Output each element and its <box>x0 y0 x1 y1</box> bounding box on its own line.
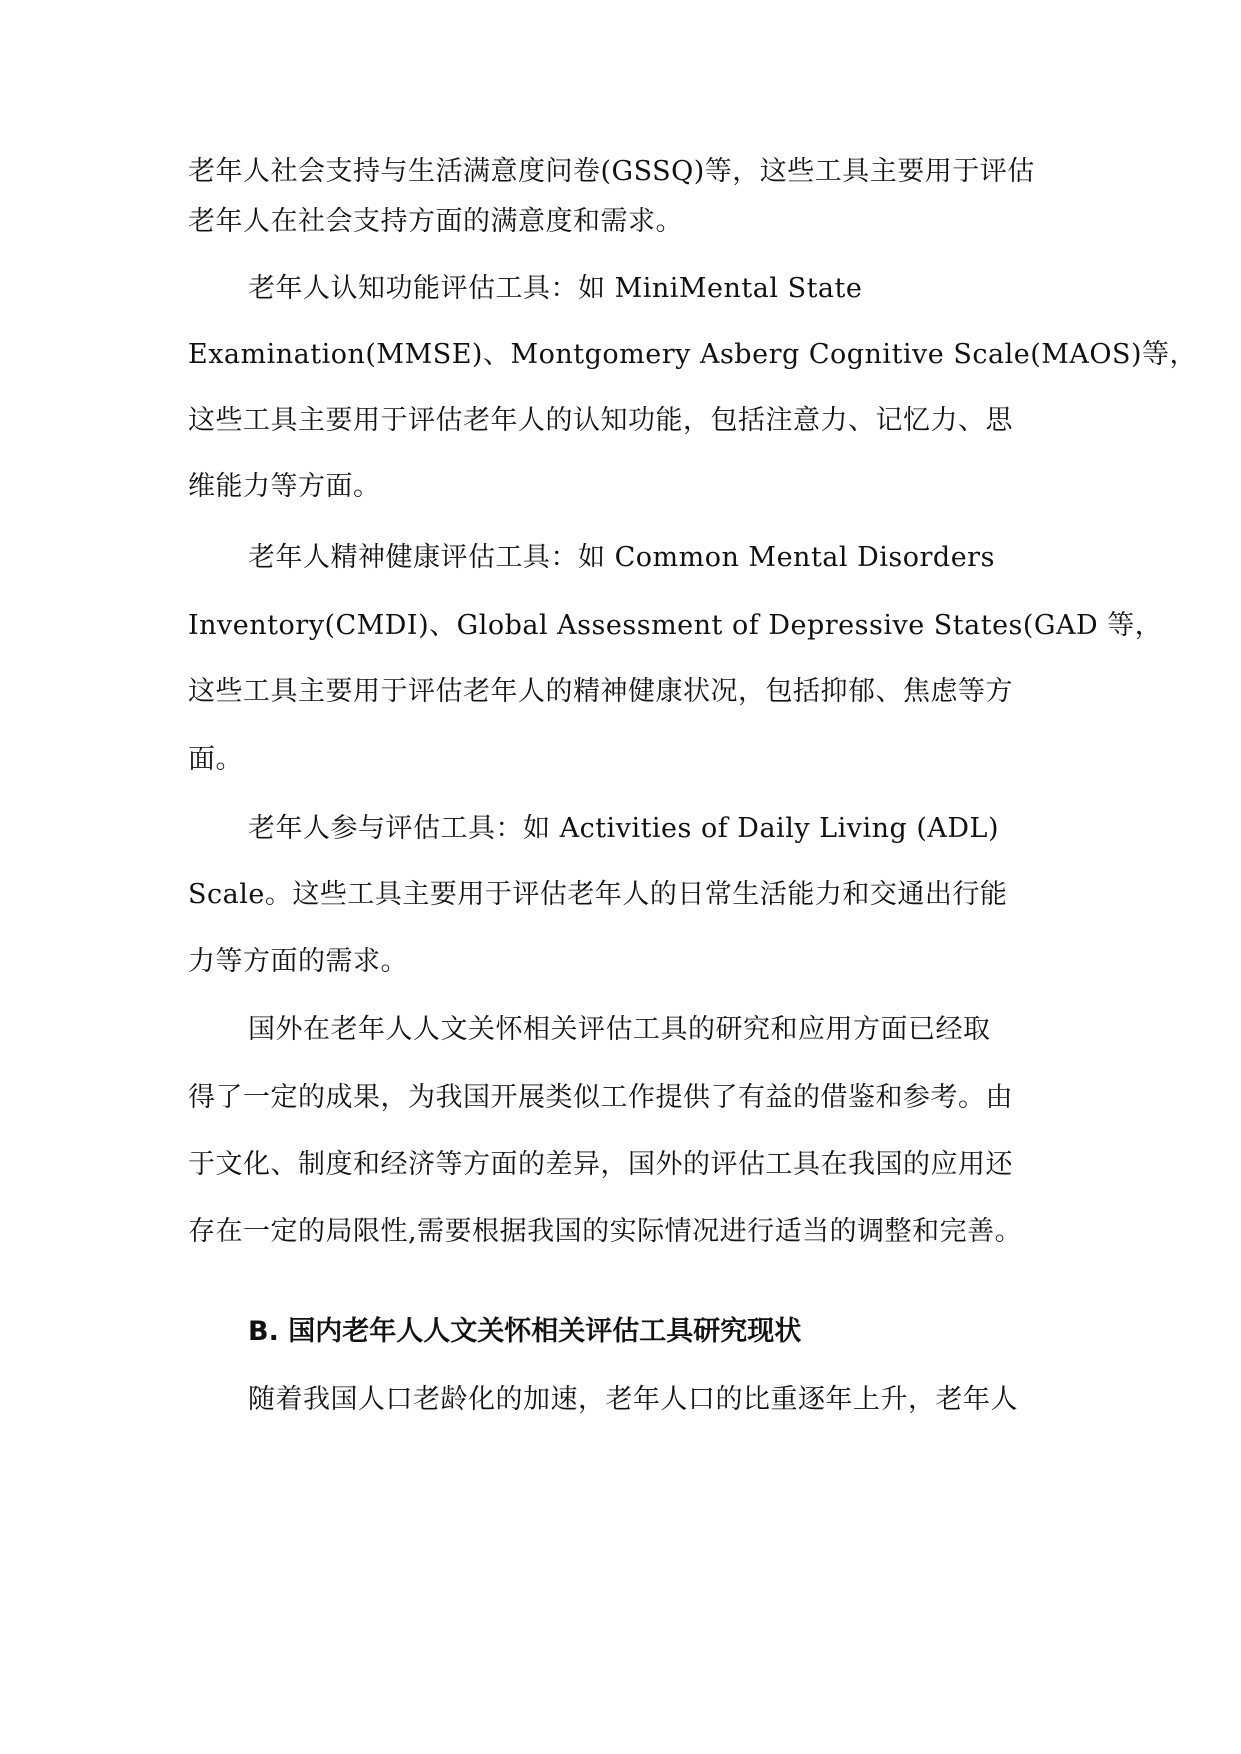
paragraph-line: Examination(MMSE)、Montgomery Asberg Cognitive Scale(MAOS)等， <box>188 339 1198 370</box>
paragraph-line: 面。 <box>188 744 243 775</box>
paragraph-line: 得了一定的成果，为我国开展类似工作提供了有益的借鉴和参考。由 <box>188 1082 1013 1113</box>
paragraph-line: 于文化、制度和经济等方面的差异，国外的评估工具在我国的应用还 <box>188 1149 1013 1180</box>
paragraph-line: Scale。这些工具主要用于评估老年人的日常生活能力和交通出行能 <box>188 879 1008 910</box>
paragraph-line: 这些工具主要用于评估老年人的精神健康状况，包括抑郁、焦虑等方 <box>188 676 1013 707</box>
paragraph-line: 力等方面的需求。 <box>188 946 408 977</box>
paragraph-line: Inventory(CMDI)、Global Assessment of Depressive States(GAD 等， <box>188 610 1163 641</box>
paragraph-line: 存在一定的局限性,需要根据我国的实际情况进行适当的调整和完善。 <box>188 1216 1023 1247</box>
paragraph-line: 这些工具主要用于评估老年人的认知功能，包括注意力、记忆力、思 <box>188 405 1013 436</box>
paragraph-line: 国外在老年人人文关怀相关评估工具的研究和应用方面已经取 <box>248 1014 991 1045</box>
paragraph-line: 老年人在社会支持方面的满意度和需求。 <box>188 206 683 237</box>
paragraph-line: 维能力等方面。 <box>188 471 381 502</box>
paragraph-line: 老年人精神健康评估工具：如 Common Mental Disorders <box>248 542 995 573</box>
paragraph-line: 随着我国人口老龄化的加速，老年人口的比重逐年上升，老年人 <box>248 1384 1018 1415</box>
section-heading: B. 国内老年人人文关怀相关评估工具研究现状 <box>248 1316 802 1347</box>
paragraph-line: 老年人参与评估工具：如 Activities of Daily Living (ADL) <box>248 813 1000 844</box>
paragraph-line: 老年人认知功能评估工具：如 MiniMental State <box>248 273 863 304</box>
paragraph-line: 老年人社会支持与生活满意度问卷(GSSQ)等，这些工具主要用于评估 <box>188 156 1035 187</box>
